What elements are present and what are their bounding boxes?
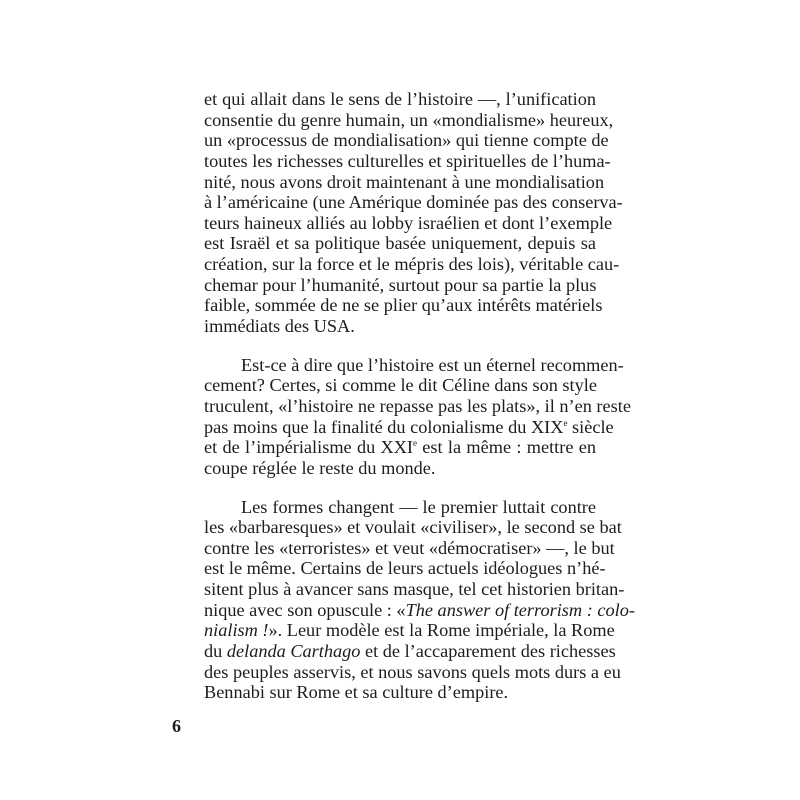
text-line [204, 395, 631, 417]
text-segment: du [204, 641, 227, 662]
text-line [204, 295, 603, 316]
text-segment: les «barbaresques» et voulait «civiliser», le second se bat [204, 517, 622, 538]
text-segment: cement? Certes, si comme le dit Céline dans son style [204, 375, 597, 396]
paragraph [204, 354, 631, 479]
text-segment: siècle [567, 416, 614, 437]
text-segment: coupe réglée le reste du monde. [204, 457, 436, 478]
text-line [204, 537, 615, 559]
text-segment: ». Leur modèle est la Rome impériale, la Rome [268, 620, 615, 641]
text-line [204, 254, 620, 275]
superscript: e [563, 417, 568, 428]
text-segment: consentie du genre humain, un «mondialisme» heureux, [204, 109, 614, 130]
text-line [204, 497, 596, 518]
text-line [204, 109, 614, 131]
text-line [204, 517, 622, 538]
text-line [204, 558, 606, 579]
text-segment: chemar pour l’humanité, surtout pour sa partie la plus [204, 274, 597, 295]
text-segment: est la même : mettre en [417, 437, 596, 458]
text-line [204, 89, 596, 110]
text-segment: et qui allait dans le sens de l’histoire —, l’unification [204, 89, 596, 109]
text-line [204, 171, 605, 193]
text-line [204, 579, 625, 600]
text-segment: Les formes changent — le premier luttait contre [241, 496, 596, 517]
text-segment: faible, sommée de ne se plier qu’aux intérêts matériels [204, 295, 603, 316]
text-segment: un «processus de mondialisation» qui tienne compte de [204, 130, 609, 151]
text-line [204, 641, 616, 662]
text-segment: des peuples asservis, et nous savons quels mots durs a eu [204, 661, 621, 682]
text-segment: est Israël et sa politique basée uniquement, depuis sa [204, 233, 596, 254]
text-segment: et de l’accaparement des richesses [360, 641, 616, 662]
text-segment: toutes les richesses culturelles et spirituelles de l’huma- [204, 150, 611, 171]
text-line [204, 130, 609, 151]
text-line [204, 458, 596, 479]
text-line [204, 437, 596, 458]
text-line [204, 354, 624, 376]
italic-text: The answer of terrorism : colo- [405, 599, 635, 620]
text-line [204, 416, 614, 438]
text-segment: Est-ce à dire que l’histoire est un éternel recommen- [241, 354, 624, 375]
paragraph [204, 89, 623, 337]
text-segment: création, sur la force et le mépris des lois), véritable cau- [204, 254, 620, 275]
text-segment: et de l’impérialisme du XXI [204, 437, 414, 458]
text-segment: immédiats des USA. [204, 316, 355, 337]
text-segment: nique avec son opuscule : « [204, 599, 406, 620]
text-line [204, 375, 596, 396]
text-line [204, 233, 596, 254]
italic-text: nialism ! [204, 620, 269, 641]
text-line [204, 150, 611, 172]
page-number: 6 [172, 716, 181, 736]
paragraph [204, 496, 635, 703]
text-line [204, 682, 596, 703]
text-line [204, 599, 635, 621]
text-line [204, 192, 623, 213]
text-line [204, 620, 615, 641]
text-line [204, 316, 596, 337]
text-line [204, 275, 596, 296]
text-segment: à l’américaine (une Amérique dominée pas des conserva- [204, 192, 623, 213]
text-line [204, 661, 621, 683]
text-segment: nité, nous avons droit maintenant à une mondialisation [204, 171, 605, 192]
text-segment: truculent, «l’histoire ne repasse pas les plats», il n’en reste [204, 395, 631, 416]
text-segment: pas moins que la finalité du colonialisme du XIX [204, 416, 564, 437]
italic-text: delanda Carthago [226, 641, 361, 662]
text-segment: sitent plus à avancer sans masque, tel cet historien britan- [204, 579, 625, 600]
text-segment: Bennabi sur Rome et sa culture d’empire. [204, 682, 509, 703]
text-segment: est le même. Certains de leurs actuels idéologues n’hé- [204, 558, 606, 579]
text-segment: teurs haineux alliés au lobby israélien et dont l’exemple [204, 212, 613, 233]
text-segment: contre les «terroristes» et veut «démocratiser» —, le but [204, 537, 615, 558]
body-text [204, 89, 635, 721]
superscript: e [413, 438, 418, 449]
text-line [204, 212, 613, 234]
